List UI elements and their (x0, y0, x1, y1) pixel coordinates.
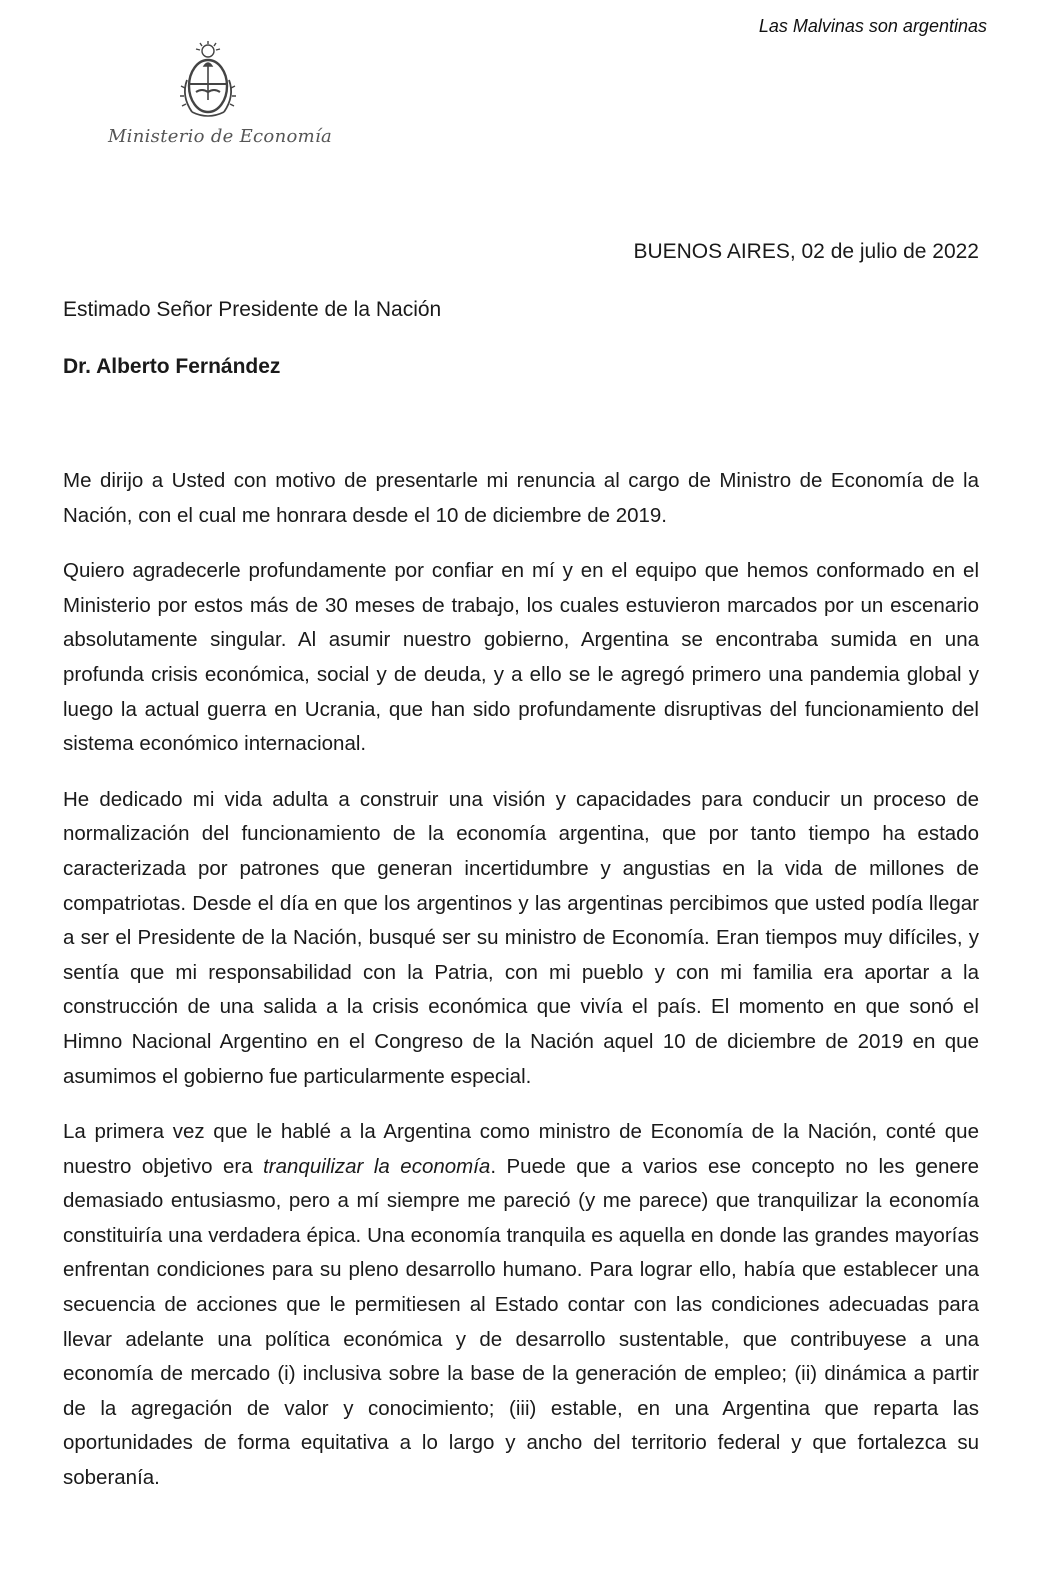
letter-body (63, 464, 979, 1517)
paragraph: Me dirijo a Usted con motivo de presentarle mi renuncia al cargo de Ministro de Economía de la Nación, con el cual me honrara desde el 10 de diciembre de 2019. (63, 469, 979, 527)
coat-of-arms-argentina-icon (178, 40, 238, 122)
recipient-name: Dr. Alberto Fernández (63, 355, 281, 378)
emphasis-text: tranquilizar la economía (263, 1154, 491, 1178)
salutation: Estimado Señor Presidente de la Nación (63, 298, 442, 321)
ministry-name: Ministerio de Economía (107, 126, 333, 147)
paragraph: Quiero agradecerle profundamente por confiar en mí y en el equipo que hemos conformado en el Ministerio por estos más de 30 meses de trabajo, los cuales estuvieron marcados por un escenario absolutamente singular. Al asumir nuestro gobierno, Argentina se encontraba sumida en una profunda crisis económica, social y de deuda, y a ello se le agregó primero una pandemia global y luego la actual guerra en Ucrania, que han sido profundamente disruptivas del funcionamiento del sistema económico internacional. (63, 559, 979, 756)
paragraph-text: . Puede que a varios ese concepto no les genere demasiado entusiasmo, pero a mí siempre me pareció (y me parece) que tranquilizar la economía constituiría una verdadera épica. Una economía tranquila es aquella en donde las grandes mayorías enfrentan condiciones para su pleno desarrollo humano. Para lograr ello, había que establecer una secuencia de acciones que le permitiesen al Estado contar con las condiciones adecuadas para llevar adelante una política económica y de desarrollo sustentable, que contribuyese a una economía de mercado (i) inclusiva sobre la base de la generación de empleo; (ii) dinámica a partir de la agregación de valor y conocimiento; (iii) estable, en una Argentina que reparta las oportunidades de forma equitativa a lo largo y ancho del territorio federal y que fortalezca su soberanía. (63, 1154, 979, 1490)
letter-date: BUENOS AIRES, 02 de julio de 2022 (633, 240, 979, 263)
ministry-logo (100, 40, 340, 160)
paragraph: He dedicado mi vida adulta a construir una visión y capacidades para conducir un proceso de normalización del funcionamiento de la economía argentina, que por tanto tiempo ha estado caracterizada por patrones que generan incertidumbre y angustias en la vida de millones de compatriotas. Desde el día en que los argentinos y las argentinas percibimos que usted podía llegar a ser el Presidente de la Nación, busqué ser su ministro de Economía. Eran tiempos muy difíciles, y sentía que mi responsabilidad con la Patria, con mi pueblo y con mi familia era aportar a la construcción de una salida a la crisis económica que vivía el país. El momento en que sonó el Himno Nacional Argentino en el Congreso de la Nación aquel 10 de diciembre de 2019 en que asumimos el gobierno fue particularmente especial. (63, 787, 979, 1088)
paragraph (63, 1115, 979, 1496)
header-motto: Las Malvinas son argentinas (758, 16, 987, 36)
paragraph-text: La primera vez que le hablé a la Argentina como ministro de Economía de la Nación, conté que nuestro objetivo era (63, 1120, 979, 1178)
